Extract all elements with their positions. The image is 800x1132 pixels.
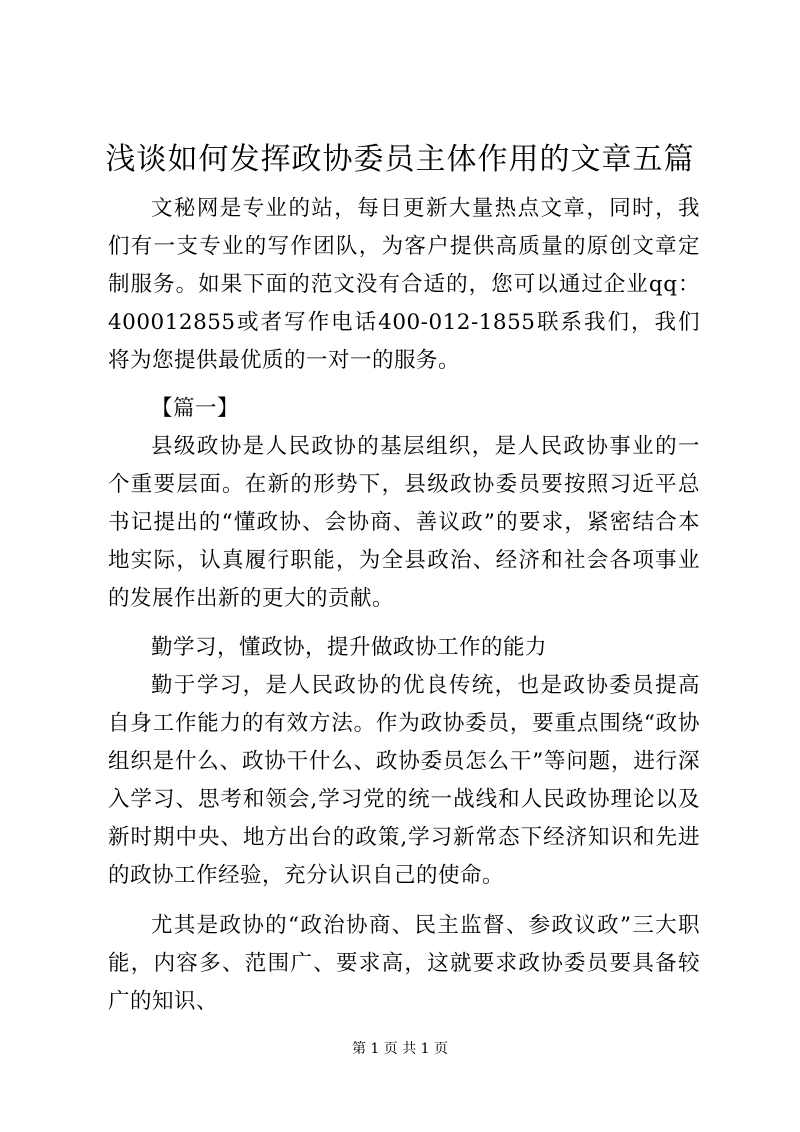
section-heading: 【篇一】 — [151, 396, 240, 421]
body-paragraph: 县级政协是人民政协的基层组织，是人民政协事业的一个重要层面。在新的形势下，县级政协委员要按照习近平总书记提出的“懂政协、会协商、善议政”的要求，紧密结合本地实际，认真履行职能，为全县政治、经济和社会各项事业的发展作出新的更大的贡献。 — [108, 434, 700, 611]
subheading: 勤学习，懂政协，提升做政协工作的能力 — [151, 635, 548, 660]
intro-paragraph: 文秘网是专业的站，每日更新大量热点文章，同时，我们有一支专业的写作团队，为客户提供高质量的原创文章定制服务。如果下面的范文没有合适的，您可以通过企业qq：400012855或者写作电话400-012-1855联系我们，我们将为您提供最优质的一对一的服务。 — [108, 196, 700, 373]
body-paragraph: 尤其是政协的“政治协商、民主监督、参政议政”三大职能，内容多、范围广、要求高，这就要求政协委员要具备较广的知识、 — [108, 913, 700, 1014]
page-footer: 第 1 页 共 1 页 — [351, 1041, 449, 1057]
body-paragraph: 勤于学习，是人民政协的优良传统，也是政协委员提高自身工作能力的有效方法。作为政协委员，要重点围绕“政协组织是什么、政协干什么、政协委员怎么干”等问题，进行深入学习、思考和领会,学习党的统一战线和人民政协理论以及新时期中央、地方出台的政策,学习新常态下经济知识和先进的政协工作经验，充分认识自己的使命。 — [108, 673, 700, 888]
document-title: 浅谈如何发挥政协委员主体作用的文章五篇 — [105, 142, 695, 177]
